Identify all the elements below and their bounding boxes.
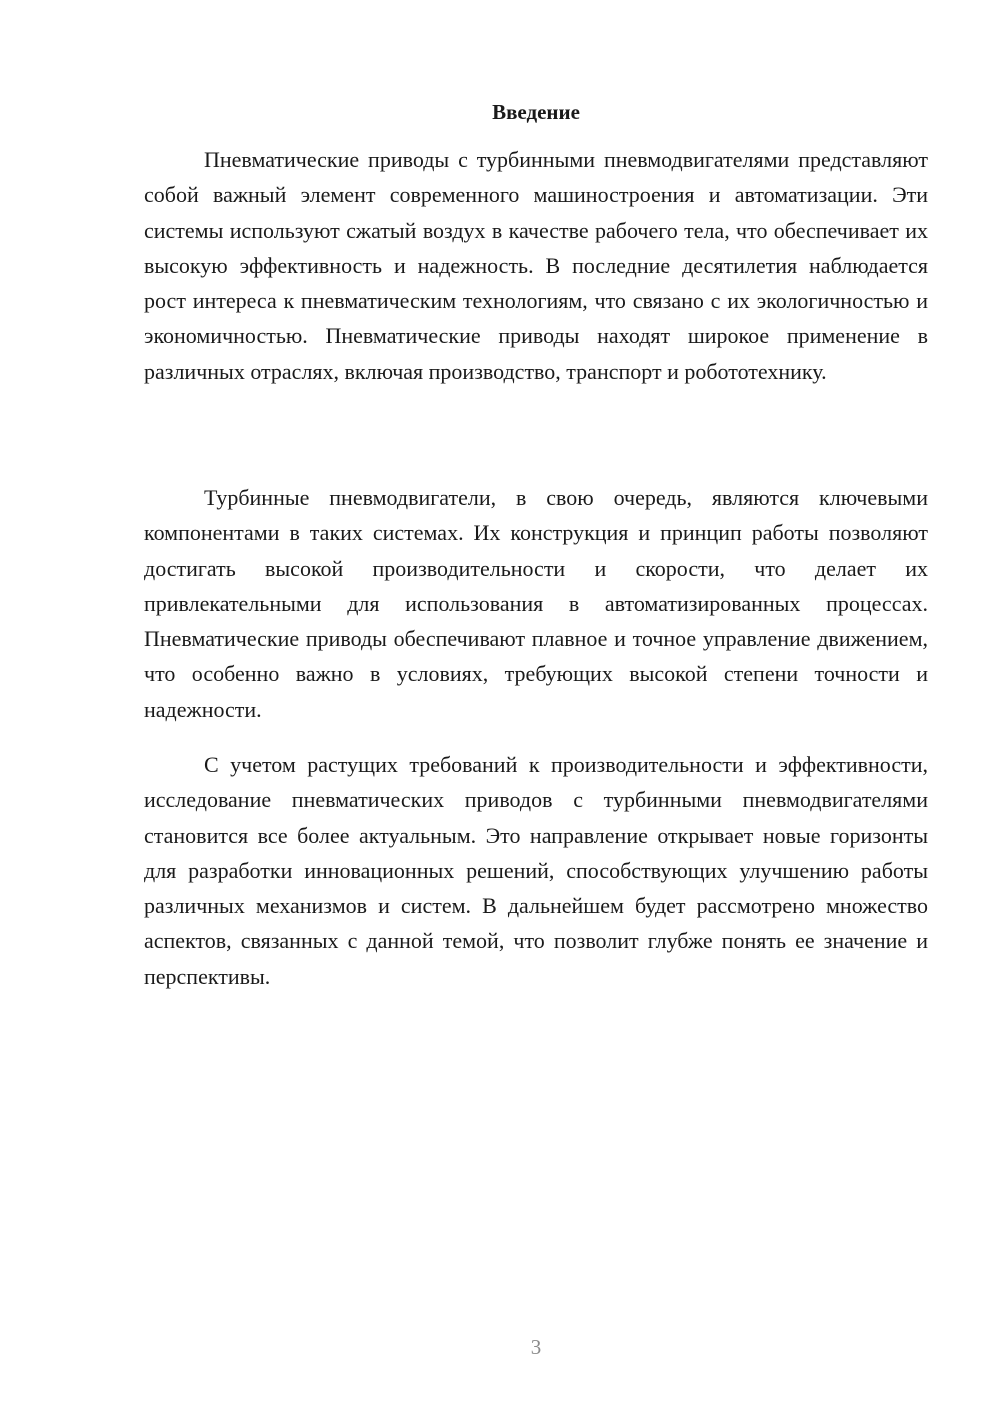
paragraph-3: С учетом растущих требований к производительности и эффективности, исследование пневматических приводов с турбинными пневмодвигателями становится все более актуальным. Это направление открывает новые горизонты для разработки инновационных решений, способствующих улучшению работы различных механизмов и систем. В дальнейшем будет рассмотрено множество аспектов, связанных с данной темой, что позволит глубже понять ее значение и перспективы.: [144, 752, 928, 989]
section-title: Введение: [492, 100, 580, 124]
page-number: 3: [530, 1335, 542, 1359]
paragraph-2: Турбинные пневмодвигатели, в свою очередь, являются ключевыми компонентами в таких системах. Их конструкция и принцип работы позволяют достигать высокой производительности и скорости, что делает их привлекательными для использования в автоматизированных процессах. Пневматические приводы обеспечивают плавное и точное управление движением, что особенно важно в условиях, требующих высокой степени точности и надежности.: [144, 485, 928, 722]
paragraph-1: Пневматические приводы с турбинными пневмодвигателями представляют собой важный элемент современного машиностроения и автоматизации. Эти системы используют сжатый воздух в качестве рабочего тела, что обеспечивает их высокую эффективность и надежность. В последние десятилетия наблюдается рост интереса к пневматическим технологиям, что связано с их экологичностью и экономичностью. Пневматические приводы находят широкое применение в различных отраслях, включая производство, транспорт и робототехнику.: [144, 147, 928, 384]
